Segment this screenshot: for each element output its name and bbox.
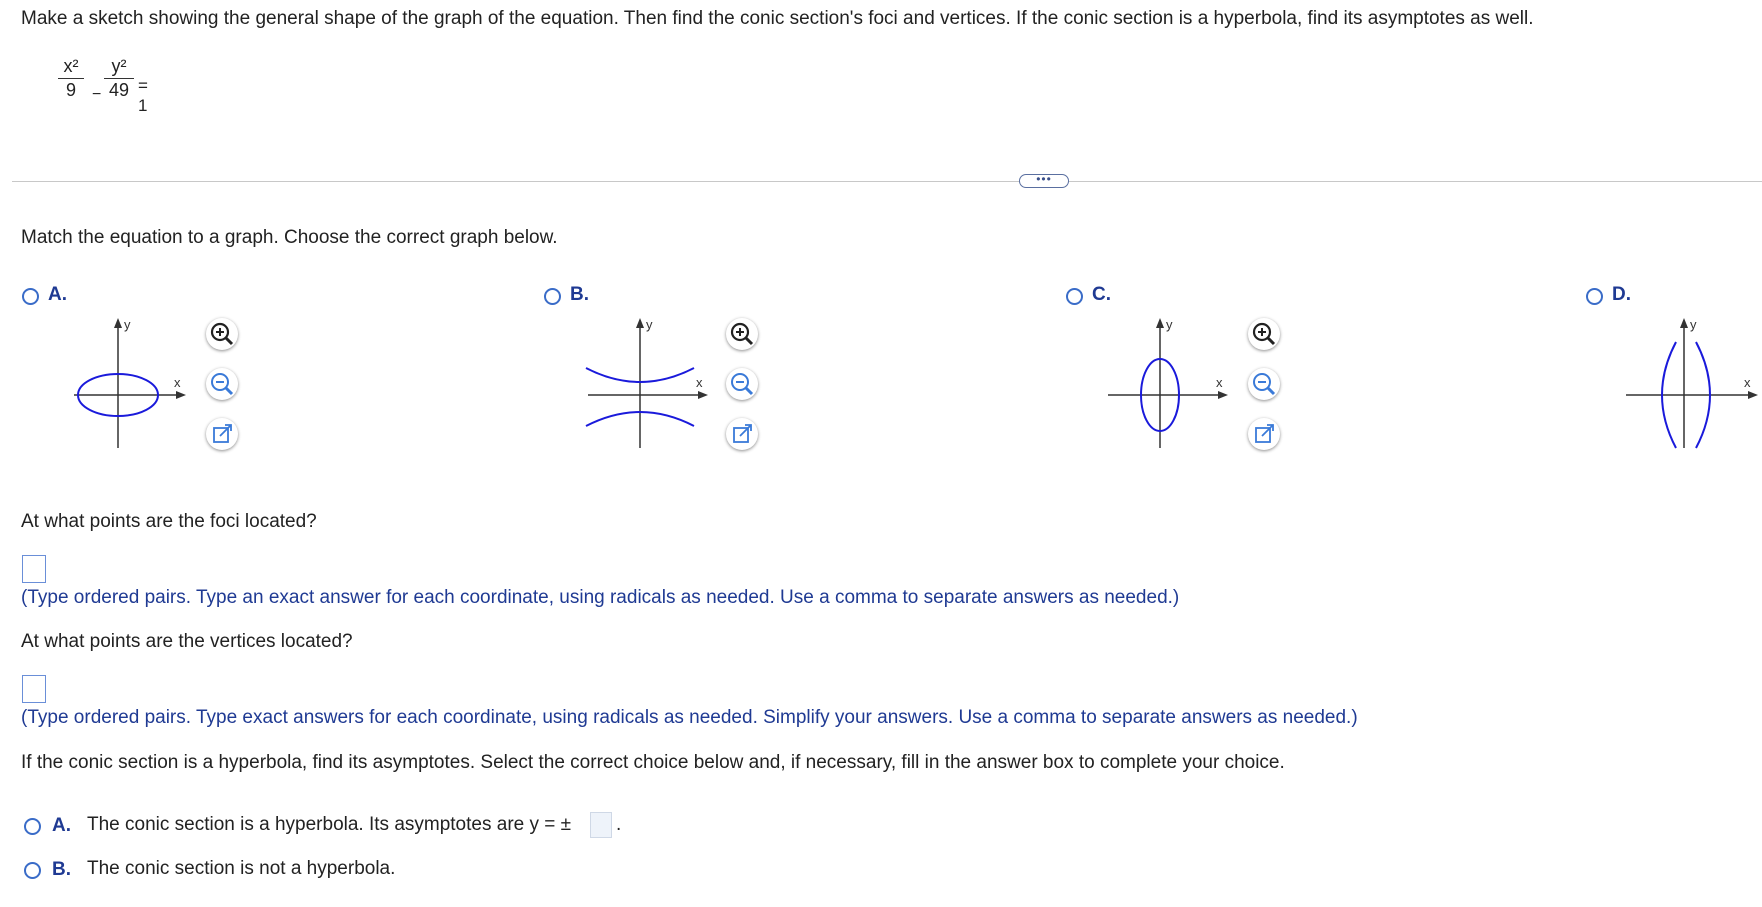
graph-a-y-label: y <box>124 318 131 332</box>
foci-answer-input[interactable] <box>22 555 46 583</box>
section-divider <box>12 181 1762 182</box>
asymptote-answer-input[interactable] <box>590 812 612 838</box>
fraction-y-denominator: 49 <box>108 80 130 100</box>
option-a-label: A. <box>48 284 67 305</box>
graph-b-y-label: y <box>646 318 653 332</box>
asymptote-choice-b[interactable] <box>24 858 444 884</box>
graph-c <box>1104 318 1234 453</box>
graph-a-zoom-out-icon[interactable] <box>206 368 238 400</box>
vertices-prompt: At what points are the vertices located? <box>21 631 353 652</box>
fraction-y <box>104 56 134 101</box>
asymptote-choice-b-label: B. <box>52 859 71 880</box>
graph-b-popout-icon[interactable] <box>726 418 758 450</box>
asymptote-choice-a-text: The conic section is a hyperbola. Its asymptotes are y = ± <box>87 814 572 835</box>
match-prompt: Match the equation to a graph. Choose the correct graph below. <box>21 227 558 248</box>
graph-c-zoom-out-icon[interactable] <box>1248 368 1280 400</box>
graph-a-zoom-in-icon[interactable] <box>206 318 238 350</box>
asymptote-choice-b-radio[interactable] <box>24 862 41 879</box>
graph-b <box>584 318 714 453</box>
fraction-x-numerator: x² <box>63 56 79 76</box>
option-d-radio[interactable] <box>1586 288 1603 305</box>
graph-d-x-label: x <box>1744 375 1751 390</box>
graph-b-zoom-in-icon[interactable] <box>726 318 758 350</box>
graph-c-zoom-in-icon[interactable] <box>1248 318 1280 350</box>
option-b-radio[interactable] <box>544 288 561 305</box>
asymptote-choice-b-text: The conic section is not a hyperbola. <box>87 858 396 879</box>
asymptote-choice-a-label: A. <box>52 815 71 836</box>
asymptote-choice-a[interactable] <box>24 814 664 840</box>
asymptotes-prompt: If the conic section is a hyperbola, find its asymptotes. Select the correct choice below and, if necessary, fill in the answer box to complete your choice. <box>21 752 1285 773</box>
graph-a-popout-icon[interactable] <box>206 418 238 450</box>
graph-a <box>70 318 190 453</box>
graph-d-y-label: y <box>1690 318 1697 332</box>
option-d-label: D. <box>1612 284 1631 305</box>
foci-prompt: At what points are the foci located? <box>21 511 317 532</box>
asymptote-choice-a-radio[interactable] <box>24 818 41 835</box>
graph-c-x-label: x <box>1216 375 1223 390</box>
foci-hint: (Type ordered pairs. Type an exact answer for each coordinate, using radicals as needed. Use a comma to separate answers as needed.) <box>21 587 1180 608</box>
vertices-answer-input[interactable] <box>22 675 46 703</box>
fraction-x <box>58 56 84 101</box>
equation-rhs: = 1 <box>138 76 148 115</box>
option-a-radio[interactable] <box>22 288 39 305</box>
more-button[interactable]: ••• <box>1019 174 1069 188</box>
graph-b-x-label: x <box>696 375 703 390</box>
graph-c-popout-icon[interactable] <box>1248 418 1280 450</box>
question-text: Make a sketch showing the general shape of the graph of the equation. Then find the conic section's foci and vertices. If the conic section is a hyperbola, find its asymptotes as well. <box>21 8 1534 29</box>
vertices-hint: (Type ordered pairs. Type exact answers for each coordinate, using radicals as needed. Simplify your answers. Use a comma to separate answers as needed.) <box>21 707 1358 728</box>
equation-minus: − <box>92 86 102 103</box>
graph-d <box>1622 318 1760 453</box>
graph-c-y-label: y <box>1166 318 1173 332</box>
fraction-x-denominator: 9 <box>65 80 76 100</box>
option-b-label: B. <box>570 284 589 305</box>
graph-b-zoom-out-icon[interactable] <box>726 368 758 400</box>
asymptote-choice-a-period: . <box>616 814 622 835</box>
option-c-radio[interactable] <box>1066 288 1083 305</box>
option-c-label: C. <box>1092 284 1111 305</box>
fraction-y-numerator: y² <box>111 56 127 76</box>
graph-a-x-label: x <box>174 375 181 390</box>
